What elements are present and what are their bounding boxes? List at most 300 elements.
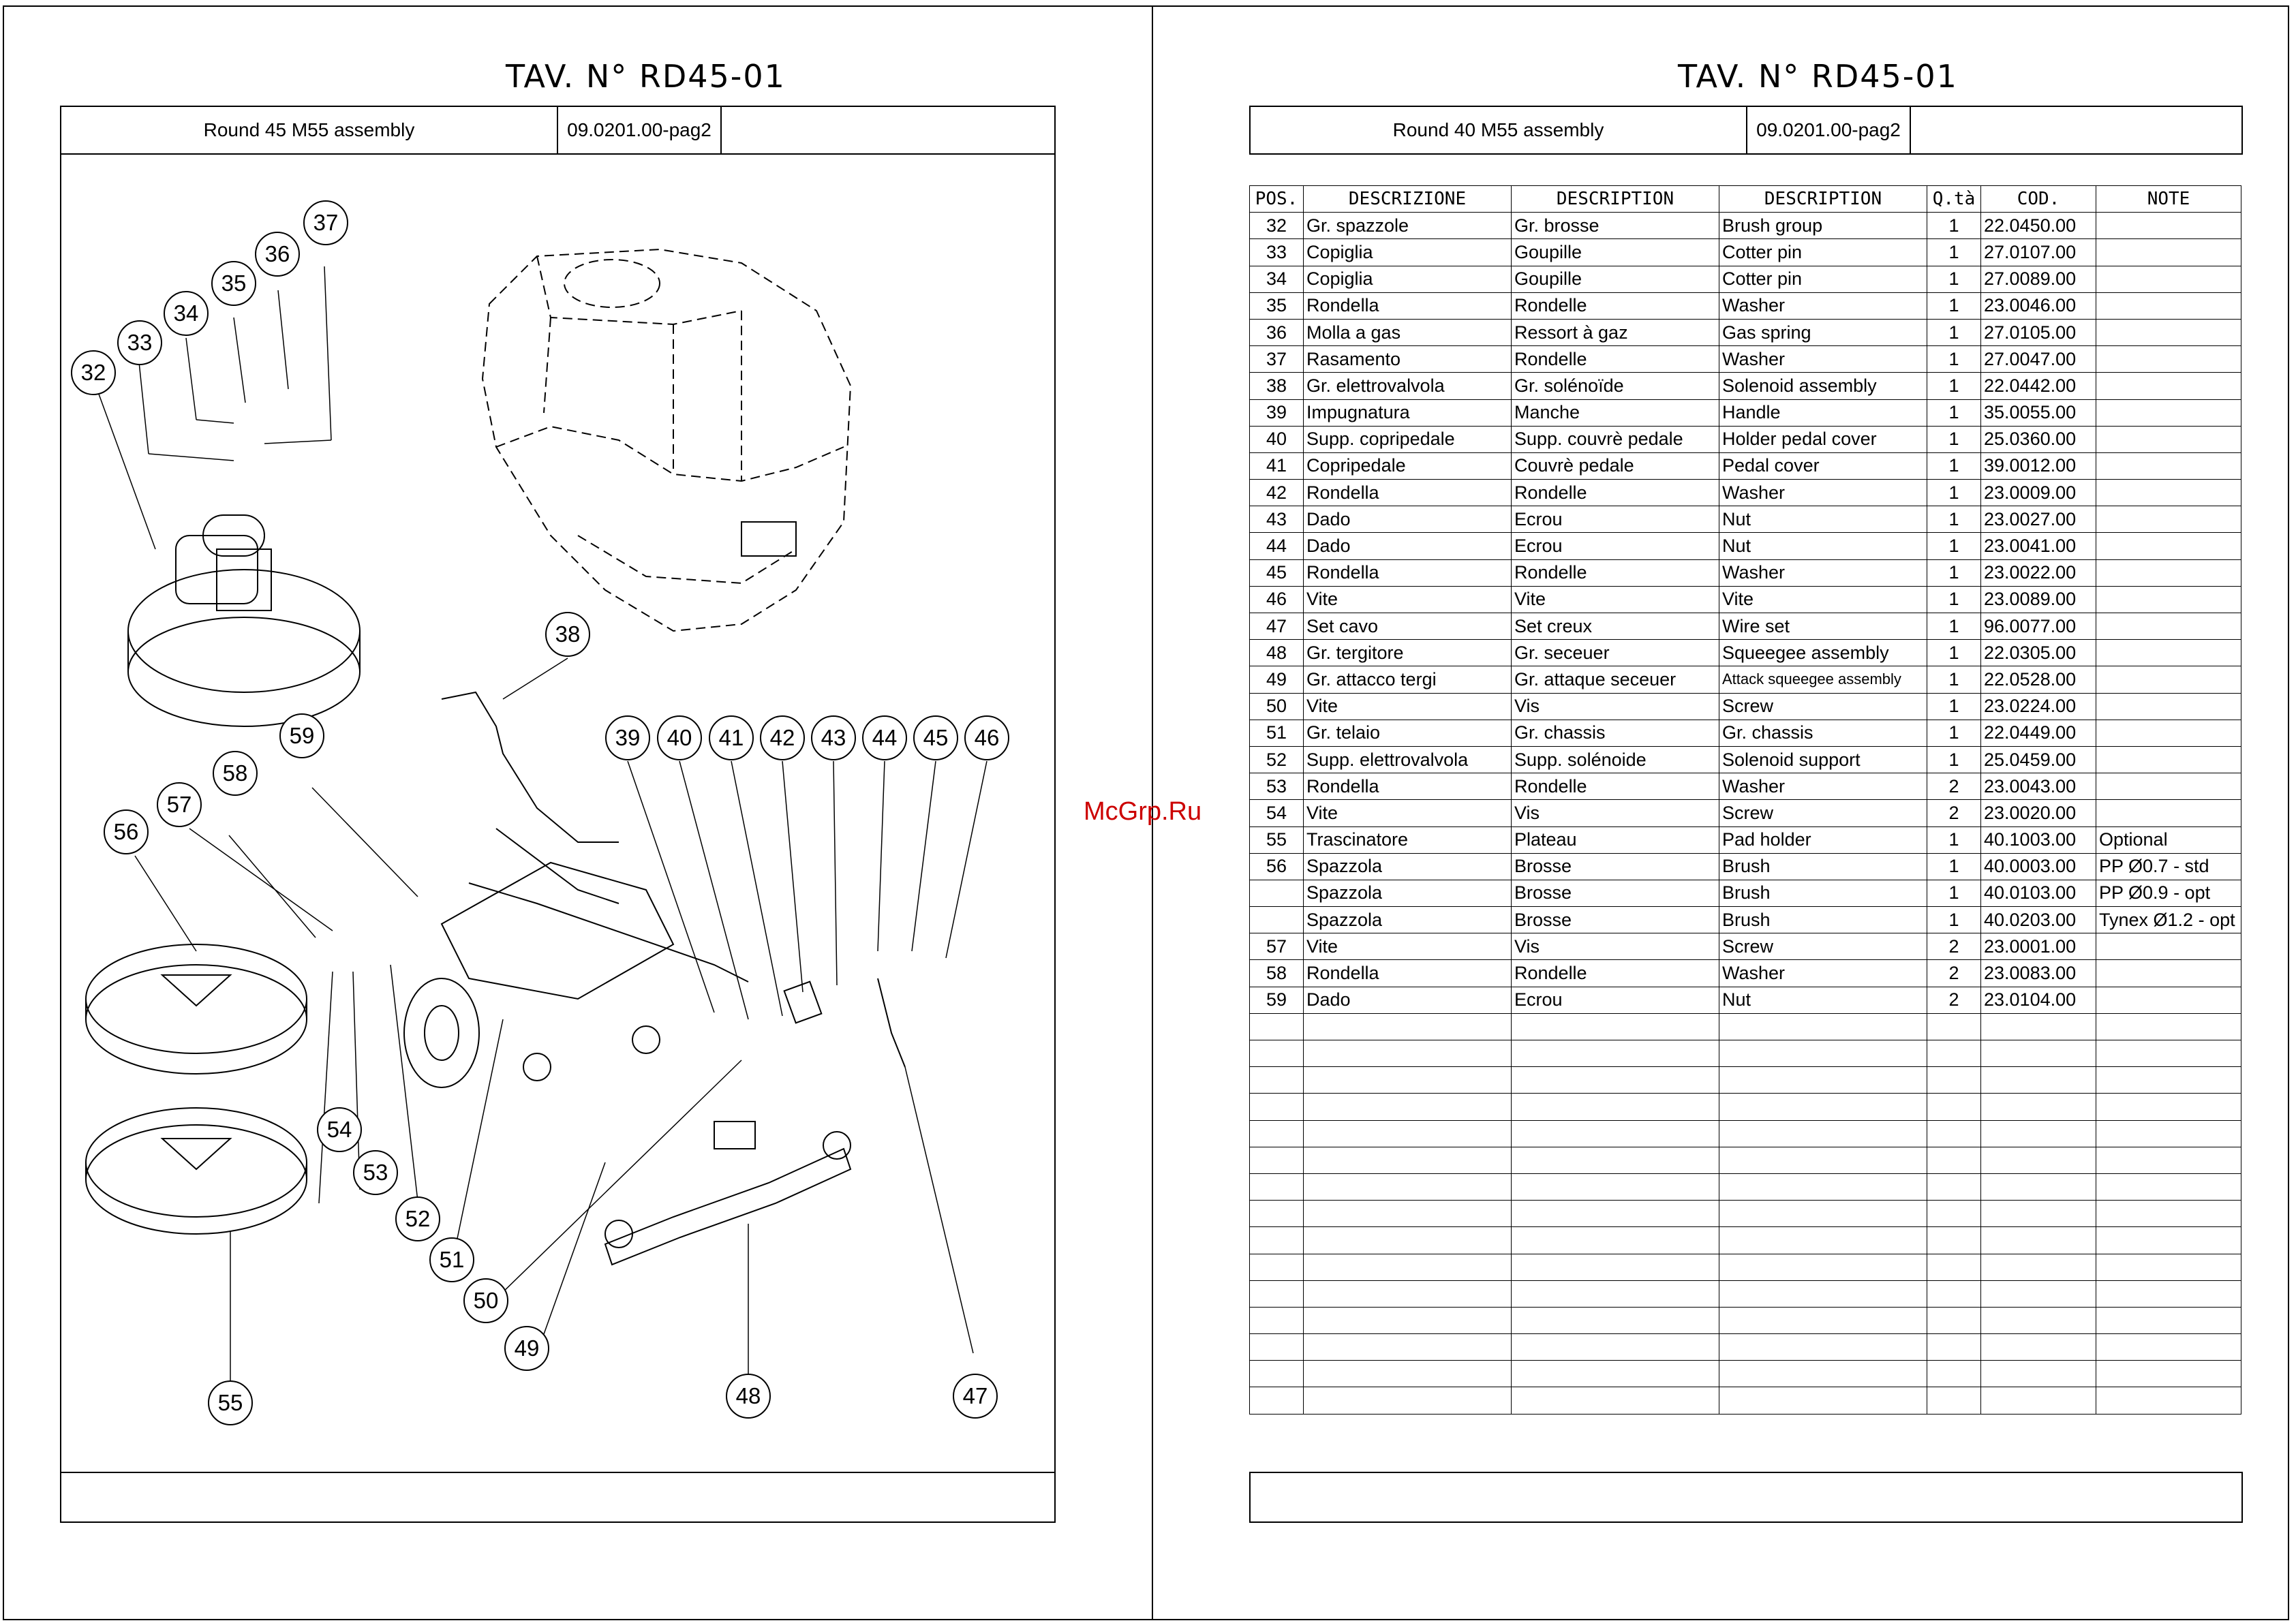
cell-description-fr: Brosse [1512, 907, 1719, 933]
cell-pos: 45 [1250, 559, 1304, 586]
cell-pos: 35 [1250, 292, 1304, 319]
empty-cell [1981, 1307, 2096, 1333]
empty-cell [1512, 1173, 1719, 1200]
cell-note [2096, 693, 2241, 720]
cell-note: PP Ø0.9 - opt [2096, 880, 2241, 906]
cell-descrizione: Vite [1304, 800, 1512, 826]
cell-description-fr: Couvrè pedale [1512, 452, 1719, 479]
table-row [1250, 452, 2241, 479]
cell-pos: 53 [1250, 773, 1304, 800]
empty-cell [1250, 1280, 1304, 1307]
empty-cell [1927, 1201, 1981, 1227]
empty-cell [1927, 1173, 1981, 1200]
cell-pos: 46 [1250, 586, 1304, 613]
right-footer-box [1249, 1472, 2243, 1523]
cell-description-en: Brush [1719, 907, 1927, 933]
cell-code: 35.0055.00 [1981, 399, 2096, 426]
empty-cell [1927, 1094, 1981, 1120]
cell-pos: 38 [1250, 373, 1304, 399]
cell-description-fr: Ecrou [1512, 987, 1719, 1013]
cell-qty: 1 [1927, 586, 1981, 613]
empty-cell [1512, 1387, 1719, 1414]
cell-note [2096, 640, 2241, 666]
table-row [1250, 987, 2241, 1013]
cell-code: 22.0442.00 [1981, 373, 2096, 399]
cell-descrizione: Vite [1304, 586, 1512, 613]
empty-cell [1304, 1067, 1512, 1094]
cell-descrizione: Supp. elettrovalvola [1304, 746, 1512, 773]
empty-cell [1512, 1094, 1719, 1120]
empty-cell [1250, 1120, 1304, 1147]
empty-table-row [1250, 1361, 2241, 1387]
cell-code: 23.0083.00 [1981, 960, 2096, 987]
cell-description-fr: Brosse [1512, 853, 1719, 880]
cell-description-en: Gr. chassis [1719, 720, 1927, 746]
cell-description-en: Screw [1719, 933, 1927, 960]
cell-qty: 1 [1927, 853, 1981, 880]
callout-53: 53 [353, 1150, 398, 1195]
cell-code: 23.0046.00 [1981, 292, 2096, 319]
empty-cell [1304, 1280, 1512, 1307]
cell-code: 27.0089.00 [1981, 266, 2096, 292]
cell-descrizione: Molla a gas [1304, 319, 1512, 345]
cell-code: 39.0012.00 [1981, 452, 2096, 479]
left-assembly-name: Round 45 M55 assembly [203, 119, 415, 140]
cell-descrizione: Dado [1304, 506, 1512, 533]
table-row [1250, 693, 2241, 720]
callout-40: 40 [657, 715, 702, 760]
cell-description-fr: Goupille [1512, 239, 1719, 266]
empty-cell [1981, 1147, 2096, 1173]
cell-code: 27.0047.00 [1981, 346, 2096, 373]
empty-cell [2096, 1013, 2241, 1040]
empty-cell [1927, 1040, 1981, 1067]
empty-table-row [1250, 1307, 2241, 1333]
empty-cell [1304, 1307, 1512, 1333]
table-row [1250, 800, 2241, 826]
cell-qty: 1 [1927, 399, 1981, 426]
cell-description-en: Wire set [1719, 613, 1927, 640]
empty-cell [1981, 1067, 2096, 1094]
empty-cell [1512, 1254, 1719, 1280]
cell-description-en: Washer [1719, 960, 1927, 987]
left-header-box [60, 106, 1056, 155]
cell-description-en: Nut [1719, 506, 1927, 533]
empty-cell [1250, 1334, 1304, 1361]
empty-cell [1304, 1361, 1512, 1387]
empty-cell [1512, 1361, 1719, 1387]
empty-cell [1719, 1361, 1927, 1387]
cell-description-en: Attack squeegee assembly [1719, 666, 1927, 693]
cell-pos: 36 [1250, 319, 1304, 345]
empty-cell [1981, 1227, 2096, 1254]
empty-cell [1512, 1120, 1719, 1147]
right-page-title: TAV. N° RD45-01 [1678, 58, 1958, 95]
cell-code: 23.0020.00 [1981, 800, 2096, 826]
cell-description-fr: Vite [1512, 586, 1719, 613]
cell-pos: 59 [1250, 987, 1304, 1013]
cell-description-fr: Gr. seceuer [1512, 640, 1719, 666]
cell-code: 23.0009.00 [1981, 480, 2096, 506]
left-footer-box [60, 1472, 1056, 1523]
cell-qty: 1 [1927, 319, 1981, 345]
solenoid-bracket-drawing [442, 692, 619, 842]
cell-description-fr: Rondelle [1512, 773, 1719, 800]
table-row [1250, 506, 2241, 533]
exploded-view-drawing [60, 154, 1053, 1469]
callout-44: 44 [862, 715, 907, 760]
empty-table-row [1250, 1040, 2241, 1067]
cell-descrizione: Vite [1304, 933, 1512, 960]
empty-cell [1250, 1094, 1304, 1120]
empty-table-row [1250, 1120, 2241, 1147]
empty-cell [1304, 1120, 1512, 1147]
empty-table-row [1250, 1173, 2241, 1200]
cell-qty: 2 [1927, 960, 1981, 987]
empty-table-row [1250, 1094, 2241, 1120]
empty-cell [1512, 1013, 1719, 1040]
header-separator [720, 107, 722, 153]
empty-table-row [1250, 1201, 2241, 1227]
empty-cell [1250, 1361, 1304, 1387]
cell-description-en: Gas spring [1719, 319, 1927, 345]
callout-48: 48 [726, 1374, 771, 1419]
cell-note: Optional [2096, 826, 2241, 853]
empty-cell [1981, 1361, 2096, 1387]
cell-pos: 32 [1250, 213, 1304, 239]
cell-code: 22.0528.00 [1981, 666, 2096, 693]
cell-description-en: Washer [1719, 773, 1927, 800]
cell-descrizione: Rondella [1304, 292, 1512, 319]
empty-cell [1719, 1201, 1927, 1227]
cell-description-fr: Gr. solénoïde [1512, 373, 1719, 399]
empty-table-row [1250, 1334, 2241, 1361]
cell-description-fr: Supp. solénoide [1512, 746, 1719, 773]
cell-pos: 43 [1250, 506, 1304, 533]
empty-table-row [1250, 1254, 2241, 1280]
empty-cell [1250, 1307, 1304, 1333]
cell-description-en: Washer [1719, 480, 1927, 506]
table-row [1250, 373, 2241, 399]
cell-note [2096, 746, 2241, 773]
callout-46: 46 [964, 715, 1009, 760]
cell-code: 40.0203.00 [1981, 907, 2096, 933]
empty-cell [2096, 1307, 2241, 1333]
empty-cell [1250, 1067, 1304, 1094]
right-header-box [1249, 106, 2243, 155]
empty-cell [1981, 1040, 2096, 1067]
machine-body [483, 249, 851, 631]
table-row [1250, 907, 2241, 933]
cell-qty: 1 [1927, 239, 1981, 266]
cell-descrizione: Rondella [1304, 559, 1512, 586]
cell-pos: 39 [1250, 399, 1304, 426]
callout-50: 50 [463, 1278, 508, 1323]
cell-pos [1250, 907, 1304, 933]
cell-qty: 1 [1927, 452, 1981, 479]
cell-code: 23.0089.00 [1981, 586, 2096, 613]
empty-cell [1719, 1227, 1927, 1254]
empty-cell [2096, 1280, 2241, 1307]
empty-cell [1927, 1147, 1981, 1173]
cell-pos [1250, 880, 1304, 906]
cell-qty: 1 [1927, 559, 1981, 586]
empty-cell [1927, 1013, 1981, 1040]
cell-description-fr: Ecrou [1512, 533, 1719, 559]
table-row [1250, 239, 2241, 266]
watermark-text: McGrp.Ru [1084, 797, 1202, 826]
callout-42: 42 [760, 715, 805, 760]
cell-note [2096, 213, 2241, 239]
cell-pos: 55 [1250, 826, 1304, 853]
cell-qty: 1 [1927, 480, 1981, 506]
leader-lines [92, 266, 987, 1387]
table-row [1250, 720, 2241, 746]
cell-description-fr: Manche [1512, 399, 1719, 426]
cell-description-fr: Gr. brosse [1512, 213, 1719, 239]
empty-cell [2096, 1173, 2241, 1200]
cell-pos: 48 [1250, 640, 1304, 666]
empty-cell [1250, 1147, 1304, 1173]
cell-description-en: Holder pedal cover [1719, 426, 1927, 452]
cell-qty: 1 [1927, 506, 1981, 533]
callout-45: 45 [913, 715, 958, 760]
cell-pos: 50 [1250, 693, 1304, 720]
callout-43: 43 [811, 715, 856, 760]
cell-descrizione: Trascinatore [1304, 826, 1512, 853]
empty-cell [2096, 1361, 2241, 1387]
table-row [1250, 853, 2241, 880]
cell-description-fr: Rondelle [1512, 960, 1719, 987]
empty-cell [2096, 1094, 2241, 1120]
cell-descrizione: Rondella [1304, 480, 1512, 506]
cell-qty: 2 [1927, 933, 1981, 960]
empty-cell [2096, 1387, 2241, 1414]
table-row [1250, 586, 2241, 613]
cell-qty: 2 [1927, 987, 1981, 1013]
empty-cell [1304, 1334, 1512, 1361]
table-row [1250, 666, 2241, 693]
col-header-note: NOTE [2096, 186, 2241, 213]
cell-qty: 1 [1927, 693, 1981, 720]
empty-cell [1250, 1013, 1304, 1040]
cell-descrizione: Set cavo [1304, 613, 1512, 640]
callout-52: 52 [395, 1196, 440, 1241]
empty-cell [1250, 1040, 1304, 1067]
table-row [1250, 960, 2241, 987]
cell-descrizione: Copripedale [1304, 452, 1512, 479]
cell-descrizione: Spazzola [1304, 880, 1512, 906]
empty-cell [1927, 1307, 1981, 1333]
cell-description-fr: Vis [1512, 933, 1719, 960]
cell-note [2096, 399, 2241, 426]
cell-description-en: Brush group [1719, 213, 1927, 239]
cell-pos: 42 [1250, 480, 1304, 506]
empty-cell [1512, 1147, 1719, 1173]
cell-descrizione: Gr. attacco tergi [1304, 666, 1512, 693]
cell-pos: 37 [1250, 346, 1304, 373]
cell-note [2096, 346, 2241, 373]
empty-cell [1250, 1173, 1304, 1200]
cell-note [2096, 426, 2241, 452]
cell-description-en: Brush [1719, 880, 1927, 906]
cell-qty: 1 [1927, 613, 1981, 640]
left-page-title: TAV. N° RD45-01 [506, 58, 786, 95]
cell-description-fr: Brosse [1512, 880, 1719, 906]
empty-cell [2096, 1334, 2241, 1361]
cell-note [2096, 666, 2241, 693]
cell-code: 40.0103.00 [1981, 880, 2096, 906]
cell-description-fr: Goupille [1512, 266, 1719, 292]
vent-grille [741, 522, 796, 556]
table-row [1250, 426, 2241, 452]
empty-table-row [1250, 1387, 2241, 1414]
cell-description-fr: Rondelle [1512, 346, 1719, 373]
cell-qty: 1 [1927, 907, 1981, 933]
parts-table-body [1250, 213, 2241, 1414]
cell-code: 22.0450.00 [1981, 213, 2096, 239]
empty-cell [1304, 1227, 1512, 1254]
cell-descrizione: Dado [1304, 533, 1512, 559]
callout-38: 38 [545, 612, 590, 657]
empty-cell [1927, 1227, 1981, 1254]
wire-set-drawing [878, 978, 905, 1067]
cell-description-fr: Ressort à gaz [1512, 319, 1719, 345]
empty-cell [1304, 1387, 1512, 1414]
callout-55: 55 [208, 1380, 253, 1425]
cell-description-fr: Supp. couvrè pedale [1512, 426, 1719, 452]
cell-qty: 1 [1927, 426, 1981, 452]
cell-descrizione: Gr. spazzole [1304, 213, 1512, 239]
col-header-description-fr: DESCRIPTION [1512, 186, 1719, 213]
cell-description-en: Nut [1719, 987, 1927, 1013]
empty-cell [2096, 1067, 2241, 1094]
cell-pos: 40 [1250, 426, 1304, 452]
empty-cell [1304, 1201, 1512, 1227]
cell-qty: 1 [1927, 533, 1981, 559]
cell-descrizione: Gr. elettrovalvola [1304, 373, 1512, 399]
cell-descrizione: Gr. tergitore [1304, 640, 1512, 666]
cell-qty: 1 [1927, 292, 1981, 319]
empty-cell [1512, 1280, 1719, 1307]
cell-description-fr: Rondelle [1512, 292, 1719, 319]
empty-cell [1719, 1280, 1927, 1307]
cell-descrizione: Dado [1304, 987, 1512, 1013]
table-row [1250, 559, 2241, 586]
empty-cell [1512, 1227, 1719, 1254]
empty-cell [1927, 1067, 1981, 1094]
cell-pos: 57 [1250, 933, 1304, 960]
empty-cell [2096, 1040, 2241, 1067]
cell-description-en: Vite [1719, 586, 1927, 613]
empty-cell [1512, 1334, 1719, 1361]
cell-descrizione: Rondella [1304, 960, 1512, 987]
col-header-descrizione: DESCRIZIONE [1304, 186, 1512, 213]
cell-code: 23.0027.00 [1981, 506, 2096, 533]
cell-note [2096, 960, 2241, 987]
cell-descrizione: Gr. telaio [1304, 720, 1512, 746]
cell-description-en: Nut [1719, 533, 1927, 559]
table-row [1250, 773, 2241, 800]
callout-54: 54 [317, 1107, 362, 1152]
parts-table [1249, 185, 2241, 1415]
table-row [1250, 533, 2241, 559]
cell-code: 23.0041.00 [1981, 533, 2096, 559]
cell-descrizione: Copiglia [1304, 266, 1512, 292]
cell-pos: 44 [1250, 533, 1304, 559]
empty-cell [1719, 1307, 1927, 1333]
empty-cell [1927, 1120, 1981, 1147]
cell-description-en: Solenoid assembly [1719, 373, 1927, 399]
cell-code: 40.0003.00 [1981, 853, 2096, 880]
callout-51: 51 [429, 1237, 474, 1282]
empty-table-row [1250, 1147, 2241, 1173]
table-row [1250, 480, 2241, 506]
cell-pos: 49 [1250, 666, 1304, 693]
empty-cell [1719, 1013, 1927, 1040]
table-row [1250, 292, 2241, 319]
cell-descrizione: Rasamento [1304, 346, 1512, 373]
left-reference: 09.0201.00-pag2 [567, 119, 711, 140]
cell-qty: 1 [1927, 720, 1981, 746]
table-row [1250, 399, 2241, 426]
cell-note [2096, 319, 2241, 345]
cell-description-en: Handle [1719, 399, 1927, 426]
callout-41: 41 [709, 715, 754, 760]
empty-cell [1981, 1201, 2096, 1227]
empty-cell [1981, 1094, 2096, 1120]
cell-note [2096, 480, 2241, 506]
cell-pos: 52 [1250, 746, 1304, 773]
cell-note [2096, 987, 2241, 1013]
empty-cell [2096, 1120, 2241, 1147]
cell-description-en: Cotter pin [1719, 266, 1927, 292]
table-row [1250, 826, 2241, 853]
empty-cell [1981, 1254, 2096, 1280]
cell-qty: 1 [1927, 213, 1981, 239]
table-row [1250, 933, 2241, 960]
table-row [1250, 266, 2241, 292]
col-header-qty: Q.tà [1927, 186, 1981, 213]
empty-table-row [1250, 1280, 2241, 1307]
empty-cell [1719, 1040, 1927, 1067]
callout-59: 59 [279, 713, 324, 758]
callout-49: 49 [504, 1326, 549, 1371]
empty-table-row [1250, 1227, 2241, 1254]
cell-description-en: Pedal cover [1719, 452, 1927, 479]
cell-description-en: Washer [1719, 292, 1927, 319]
empty-cell [1304, 1040, 1512, 1067]
cell-note [2096, 506, 2241, 533]
cell-qty: 1 [1927, 640, 1981, 666]
cell-note [2096, 239, 2241, 266]
cell-description-en: Pad holder [1719, 826, 1927, 853]
cell-note [2096, 559, 2241, 586]
squeegee-drawing [605, 1122, 851, 1265]
cell-code: 23.0104.00 [1981, 987, 2096, 1013]
empty-cell [1512, 1040, 1719, 1067]
empty-cell [1304, 1254, 1512, 1280]
cell-description-fr: Gr. chassis [1512, 720, 1719, 746]
cell-note [2096, 533, 2241, 559]
cell-note [2096, 452, 2241, 479]
cell-note [2096, 800, 2241, 826]
cell-qty: 1 [1927, 666, 1981, 693]
cell-description-fr: Set creux [1512, 613, 1719, 640]
empty-cell [1927, 1280, 1981, 1307]
cell-description-en: Screw [1719, 800, 1927, 826]
callout-37: 37 [303, 200, 348, 245]
